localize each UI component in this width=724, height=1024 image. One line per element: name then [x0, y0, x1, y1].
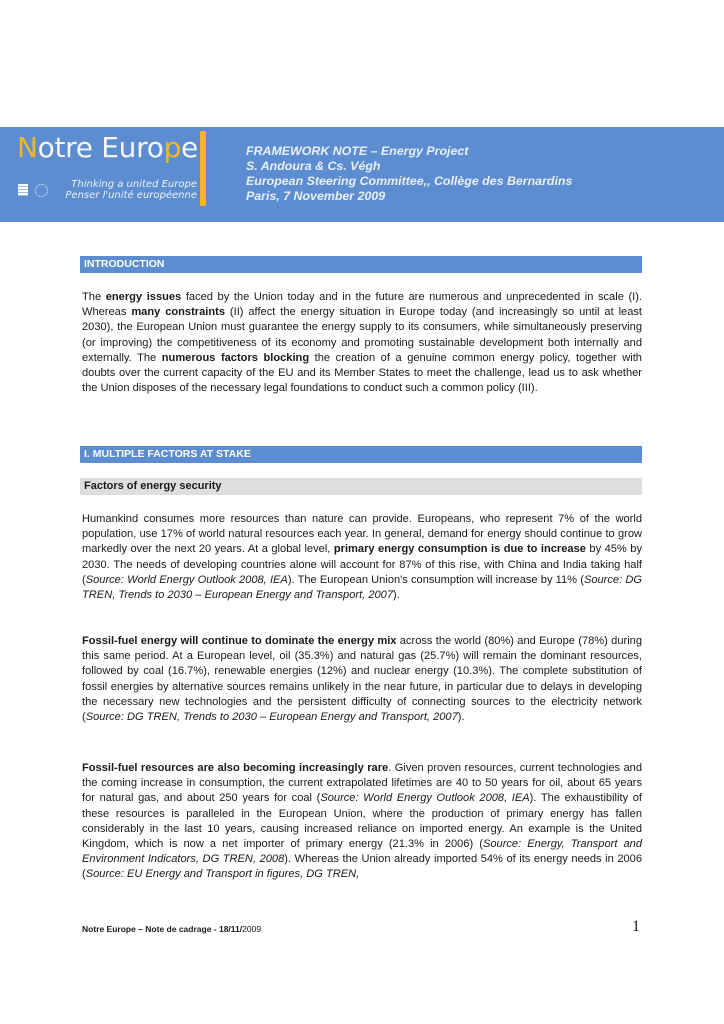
page-number: 1 — [632, 918, 640, 935]
eu-stars-icon — [35, 184, 48, 197]
committee: European Steering Committee,, Collège des Bernardins — [246, 174, 573, 188]
subheading-energy-security: Factors of energy security — [80, 478, 642, 495]
intro-paragraph: The energy issues faced by the Union today and in the future are numerous and unprecedented in scale (I). Whereas many constraints (II) affect the energy situation in Europe today (and increasingly so until at least 2030), the European Union must guarantee the energy supply to its consumers, while simultaneously preserving (or improving) the competitiveness of its economy and promoting sustainable development both internally and externally. The numerous factors blocking the creation of a genuine common energy policy, together with doubts over the current capacity of the EU and its Member States to meet the challenge, lead us to ask whether the Union disposes of the necessary legal foundations to conduct such a common policy (III). — [82, 291, 643, 395]
document-meta — [246, 144, 572, 204]
footer-label: Notre Europe – Note de cadrage - 18/11/2009 — [82, 924, 262, 934]
paragraph-energy-mix: Fossil-fuel energy will continue to dominate the energy mix across the world (80%) and Europe (78%) during this same period. At a European level, oil (35.3%) and natural gas (25.7%) will remain the dominant resources, followed by coal (16.7%), renewable energies (12%) and nuclear energy (10.3%). The complete substitution of fossil energies by alternative sources remains unlikely in the near future, in particular due to delays in developing the necessary new technologies and the persistent difficulty of connecting sources to the electricity network (Source: DG TREN, Trends to 2030 – European Energy and Transport, 2007). — [82, 635, 642, 724]
logo-tagline: Thinking a united Europe Penser l'unité européenne — [65, 179, 197, 201]
header-banner — [0, 127, 724, 222]
document-icon — [18, 184, 28, 196]
notre-europe-logo — [15, 131, 198, 205]
doc-type: FRAMEWORK NOTE – Energy Project — [246, 144, 469, 158]
section-heading-multiple-factors: I. MULTIPLE FACTORS AT STAKE — [80, 446, 642, 463]
paragraph-consumption: Humankind consumes more resources than nature can provide. Europeans, who represent 7% of the world population, use 17% of world natural resources each year. In general, demand for energy should continue to grow markedly over the next 20 years. At a global level, primary energy consumption is due to increase by 45% by 2030. The needs of developing countries alone will account for 87% of this rise, with China and India taking half (Source: World Energy Outlook 2008, IEA). The European Union's consumption will increase by 11% (Source: DG TREN, Trends to 2030 – European Energy and Transport, 2007). — [82, 513, 642, 602]
authors: S. Andoura & Cs. Végh — [246, 159, 381, 173]
logo-accent-bar — [200, 131, 206, 206]
place-date: Paris, 7 November 2009 — [246, 189, 386, 203]
section-heading-introduction: INTRODUCTION — [80, 256, 642, 273]
logo-title: Notre Europe — [17, 131, 198, 164]
paragraph-resources-rare: Fossil-fuel resources are also becoming increasingly rare. Given proven resources, current technologies and the coming increase in consumption, the current extrapolated lifetimes are 40 to 50 years for oil, about 65 years for natural gas, and about 250 years for coal (Source: World Energy Outlook 2008, IEA). The exhaustibility of these resources is paralleled in the European Union, where the production of primary energy has fallen considerably in the last 10 years, causing increased reliance on imported energy. An example is the United Kingdom, which is now a net importer of primary energy (21.3% in 2006) (Source: Energy, Transport and Environment Indicators, DG TREN, 2008). Whereas the Union already imported 54% of its energy needs in 2006 (Source: EU Energy and Transport in figures, DG TREN, — [82, 762, 642, 881]
